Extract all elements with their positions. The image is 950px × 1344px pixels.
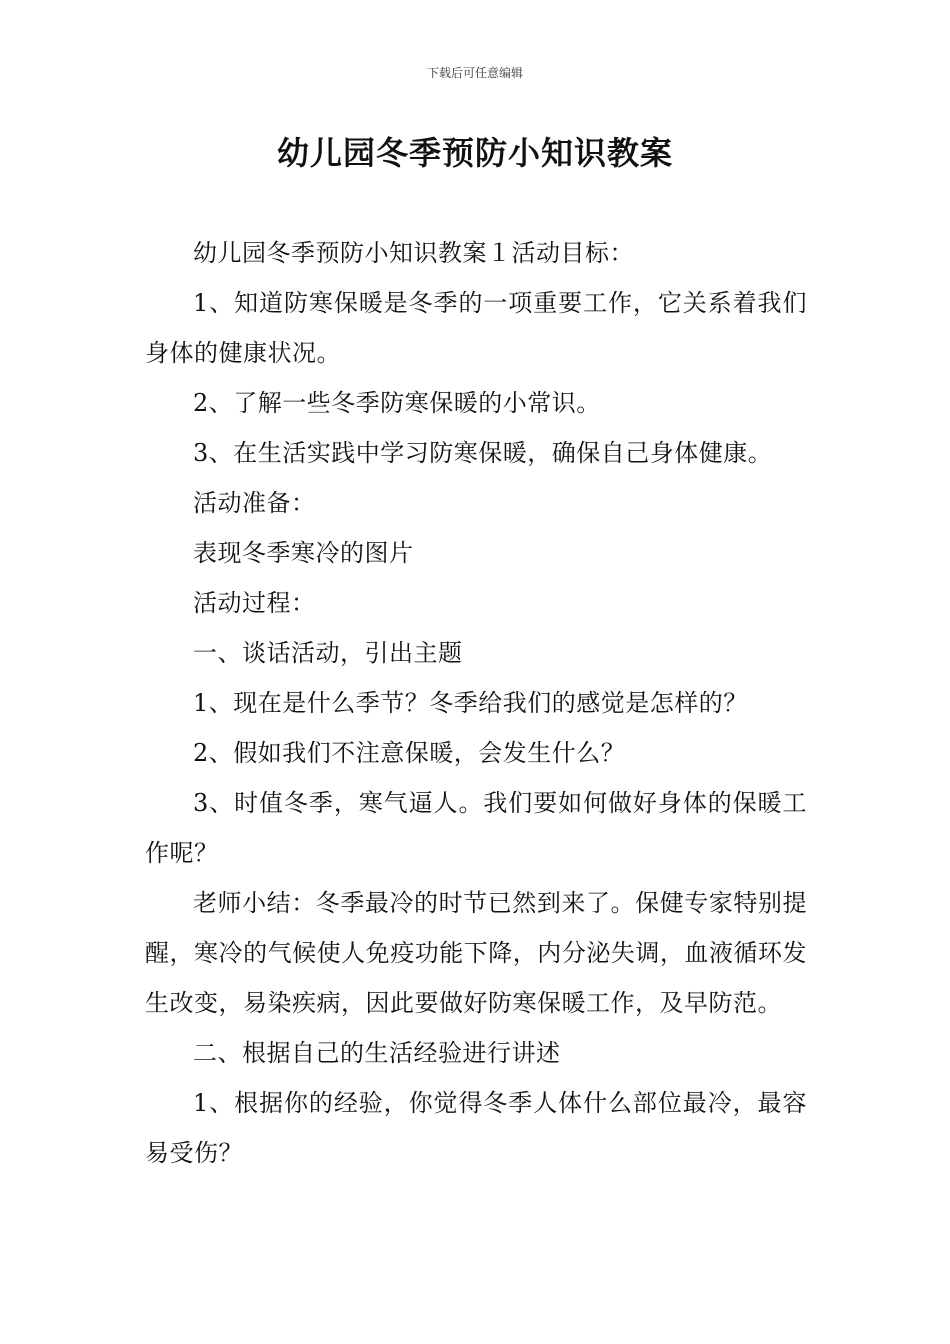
paragraph: 1、知道防寒保暖是冬季的一项重要工作，它关系着我们身体的健康状况。 (145, 289, 807, 367)
paragraph: 幼儿园冬季预防小知识教案１活动目标： (193, 239, 634, 267)
paragraph: 1、根据你的经验，你觉得冬季人体什么部位最冷，最容易受伤？ (145, 1089, 807, 1167)
page-header-note: 下载后可任意编辑 (426, 66, 523, 80)
paragraph: 2、假如我们不注意保暖，会发生什么？ (193, 739, 626, 767)
paragraph: 1、现在是什么季节？冬季给我们的感觉是怎样的？ (193, 689, 748, 717)
paragraph: 3、时值冬季，寒气逼人。我们要如何做好身体的保暖工作呢？ (145, 789, 807, 867)
paragraph: 二、根据自己的生活经验进行讲述 (193, 1039, 561, 1067)
document-title: 幼儿园冬季预防小知识教案 (276, 134, 673, 172)
paragraph: 一、谈话活动，引出主题 (193, 639, 463, 667)
paragraph: 老师小结：冬季最冷的时节已然到来了。保健专家特别提醒，寒冷的气候使人免疫功能下降，内分泌失调，血液循环发生改变，易染疾病，因此要做好防寒保暖工作，及早防范。 (145, 889, 807, 1017)
paragraph: 3、在生活实践中学习防寒保暖，确保自己身体健康。 (193, 439, 773, 467)
paragraph: 活动准备： (193, 489, 316, 517)
paragraph: 表现冬季寒冷的图片 (193, 539, 414, 567)
document-body (145, 228, 807, 1178)
paragraph: 活动过程： (193, 589, 316, 617)
paragraph: 2、了解一些冬季防寒保暖的小常识。 (193, 389, 601, 417)
